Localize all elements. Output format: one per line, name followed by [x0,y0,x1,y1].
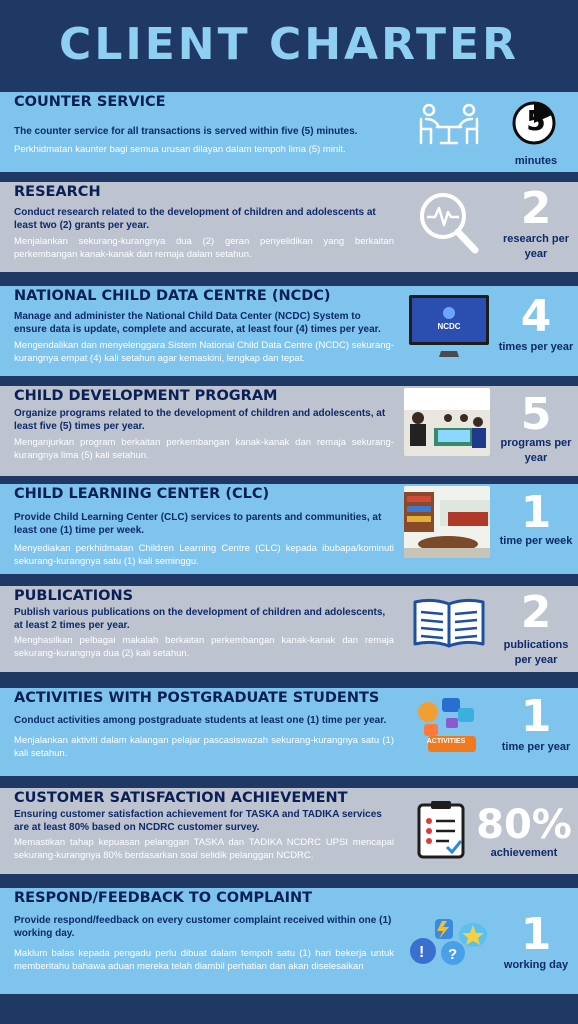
row-number: 2 [520,183,552,234]
row-unit: programs per year [500,437,572,464]
row-malay-text: Menjalankan aktiviti dalam kalangan pelajar pascasiswazah sekurang-kurangnya satu (1) kali setahun. [14,735,394,759]
row-respond-feedback [0,888,578,994]
activities-icon [404,694,494,758]
row-child-development-program [0,386,578,476]
row-english-text: Provide Child Learning Center (CLC) services to parents and communities, at least one (1) time per week. [14,512,382,536]
svg-text:!: ! [419,944,425,961]
row-number: 5 [520,389,552,440]
row-heading: NATIONAL CHILD DATA CENTRE (NCDC) [14,288,331,304]
row-heading: CHILD DEVELOPMENT PROGRAM [14,388,278,404]
title-bar [0,0,578,88]
row-customer-satisfaction [0,788,578,874]
magnifier-heartbeat-icon [404,188,494,260]
row-english-text: Organize programs related to the development of children and adolescents, at least five (5) times per year. [14,408,386,432]
stopwatch-number: 5 [526,104,546,137]
row-heading: COUNTER SERVICE [14,94,166,110]
svg-text:?: ? [448,946,458,963]
learning-center-photo [404,486,490,558]
row-english-text: Provide respond/feedback on every customer complaint received within one (1) working day. [14,915,392,939]
open-book-icon [404,592,494,656]
row-child-learning-center [0,484,578,574]
row-english-text: The counter service for all transactions is served within five (5) minutes. [14,126,358,137]
row-heading: CHILD LEARNING CENTER (CLC) [14,486,270,502]
row-unit: working day [503,959,569,971]
row-counter-service [0,92,578,172]
row-heading: PUBLICATIONS [14,588,134,604]
row-heading: RESPOND/FEEDBACK TO COMPLAINT [14,890,313,906]
row-malay-text: Menjalankan sekurang-kurangnya dua (2) geran penyelidikan yang berkaitan perkembangan kanak-kanak dan remaja dalam setahun. [14,236,394,260]
row-unit: time per week [499,535,573,547]
activities-badge: ACTIVITIES [426,738,466,745]
row-malay-text: Menyediakan perkhidmatan Children Learning Centre (CLC) kepada ibubapa/kominuti sekurang-kurangnya satu (1) kali seminggu. [14,543,394,567]
row-malay-text: Perkhidmatan kaunter bagi semua urusan dilayan dalam tempoh lima (5) minit. [14,144,346,155]
row-number: 4 [520,291,552,342]
row-unit: time per year [501,741,571,753]
speech-bubbles-icon [404,912,494,974]
row-english-text: Publish various publications on the development of children and adolescents, at least 2 times per year. [14,607,386,631]
children-program-photo [404,388,490,456]
row-unit: publications per year [503,639,569,666]
row-heading: ACTIVITIES WITH POSTGRADUATE STUDENTS [14,690,380,706]
row-malay-text: Memastikan tahap kepuasan pelanggan TASKA dan TADIKA NCDRC UPSI mencapai sekurang-kurangnya 80% berdasarkan soal selidik pelanggan NCDRC. [14,837,394,861]
row-unit: times per year [498,341,574,353]
row-ncdc [0,286,578,376]
row-unit: achievement [490,847,558,859]
row-heading: CUSTOMER SATISFACTION ACHIEVEMENT [14,790,348,806]
row-unit: minutes [514,155,558,167]
page-title: CLIENT CHARTER [59,18,519,70]
row-malay-text: Mengendalikan dan menyelenggara Sistem National Child Data Centre (NCDC) sekurang-kurangnya empat (4) kali setahun agar kemaskini, lengkap dan tepat. [14,340,394,364]
row-unit: research per year [502,233,570,260]
row-publications [0,586,578,672]
row-english-text: Conduct research related to the development of children and adolescents at least two (2) grants per year. [14,207,376,231]
row-number: 80% [476,802,572,848]
ncdc-screen-label: NCDC [437,322,461,331]
row-english-text: Ensuring customer satisfaction achievement for TASKA and TADIKA services are at least 80% based on NCDRC customer survey. [14,809,382,833]
row-english-text: Conduct activities among postgraduate students at least one (1) time per year. [14,715,387,726]
row-heading: RESEARCH [14,184,101,200]
row-research [0,182,578,272]
row-activities-postgraduate [0,688,578,776]
row-number: 1 [520,487,552,538]
row-malay-text: Maklum balas kepada pengadu perlu dibuat dalam tempoh satu (1) hari bekerja untuk memberitahu bahawa aduan mereka telah diambil perhatian dan akan diselesaikan [14,948,394,972]
row-english-text: Manage and administer the National Child Data Center (NCDC) System to ensure data is update, complete and accurate, at least four (4) times per year. [14,311,381,335]
row-malay-text: Menghasilkan pelbagai makalah berkaitan perkembangan kanak-kanak dan remaja sekurang-kurangnya dua (2) kali setahun. [14,635,394,659]
row-number: 1 [520,691,552,742]
row-number: 2 [520,587,552,638]
row-malay-text: Menganjurkan program berkaitan perkembangan kanak-kanak dan remaja sekurang-kurangnya lima (5) kali setahun. [14,437,394,461]
row-number: 1 [520,909,552,960]
counter-desk-icon [404,100,494,150]
